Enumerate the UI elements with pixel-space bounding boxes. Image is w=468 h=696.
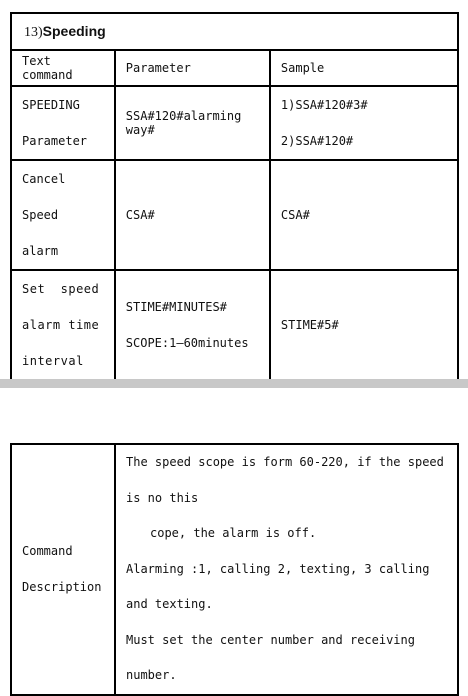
row-parameter-cell — [115, 86, 270, 160]
table-title-row — [11, 13, 458, 50]
cell-line: SPEEDING — [22, 98, 80, 112]
description-line: Alarming :1, calling 2, texting, 3 calling and texting. — [126, 561, 430, 611]
table-row — [11, 444, 458, 695]
cell-line: STIME#5# — [280, 318, 339, 332]
command-description-table — [10, 443, 459, 696]
cell-line: STIME#MINUTES# — [125, 300, 227, 314]
cell-line: Cancel Speed — [22, 172, 66, 222]
row-sample-cell — [270, 160, 458, 270]
row-command-cell — [11, 160, 115, 270]
cell-line: SCOPE:1—60minutes — [125, 336, 249, 350]
speeding-command-table — [10, 12, 459, 381]
cell-line: SSA#120#alarming way# — [125, 109, 242, 137]
cell-line: alarm — [22, 244, 59, 258]
cell-line: 2)SSA#120# — [280, 134, 354, 148]
table-row — [11, 86, 458, 160]
table-row — [11, 160, 458, 270]
row-parameter-cell — [115, 270, 270, 380]
cell-line: Set speed — [22, 282, 100, 296]
row-command-cell — [11, 270, 115, 380]
section-heading — [11, 13, 458, 50]
row-sample-cell — [270, 86, 458, 160]
cell-line: Command — [22, 544, 73, 559]
cell-line: Parameter — [22, 134, 88, 148]
row-parameter-cell — [115, 160, 270, 270]
page-separator — [0, 379, 468, 388]
section-title: Speeding — [42, 22, 106, 39]
table-row — [11, 270, 458, 380]
cell-line: 1)SSA#120#3# — [280, 98, 368, 112]
cell-line: alarm time — [22, 318, 100, 332]
header-text-command: Text command — [11, 50, 115, 86]
header-sample: Sample — [270, 50, 458, 86]
row-command-cell — [11, 86, 115, 160]
description-label-cell — [11, 444, 115, 695]
table-header-row — [11, 50, 458, 86]
row-sample-cell — [270, 270, 458, 380]
cell-line: Description — [22, 580, 102, 595]
section-number: 13) — [24, 24, 43, 40]
header-parameter: Parameter — [115, 50, 270, 86]
description-line: The speed scope is form 60-220, if the speed is no this — [126, 455, 444, 505]
cell-line: interval — [22, 354, 84, 368]
description-line: Must set the center number and receiving number. — [126, 632, 415, 682]
cell-line: CSA# — [280, 208, 310, 222]
description-line: cope, the alarm is off. — [150, 526, 317, 540]
description-text-cell — [115, 444, 458, 695]
cell-line: CSA# — [125, 208, 155, 222]
